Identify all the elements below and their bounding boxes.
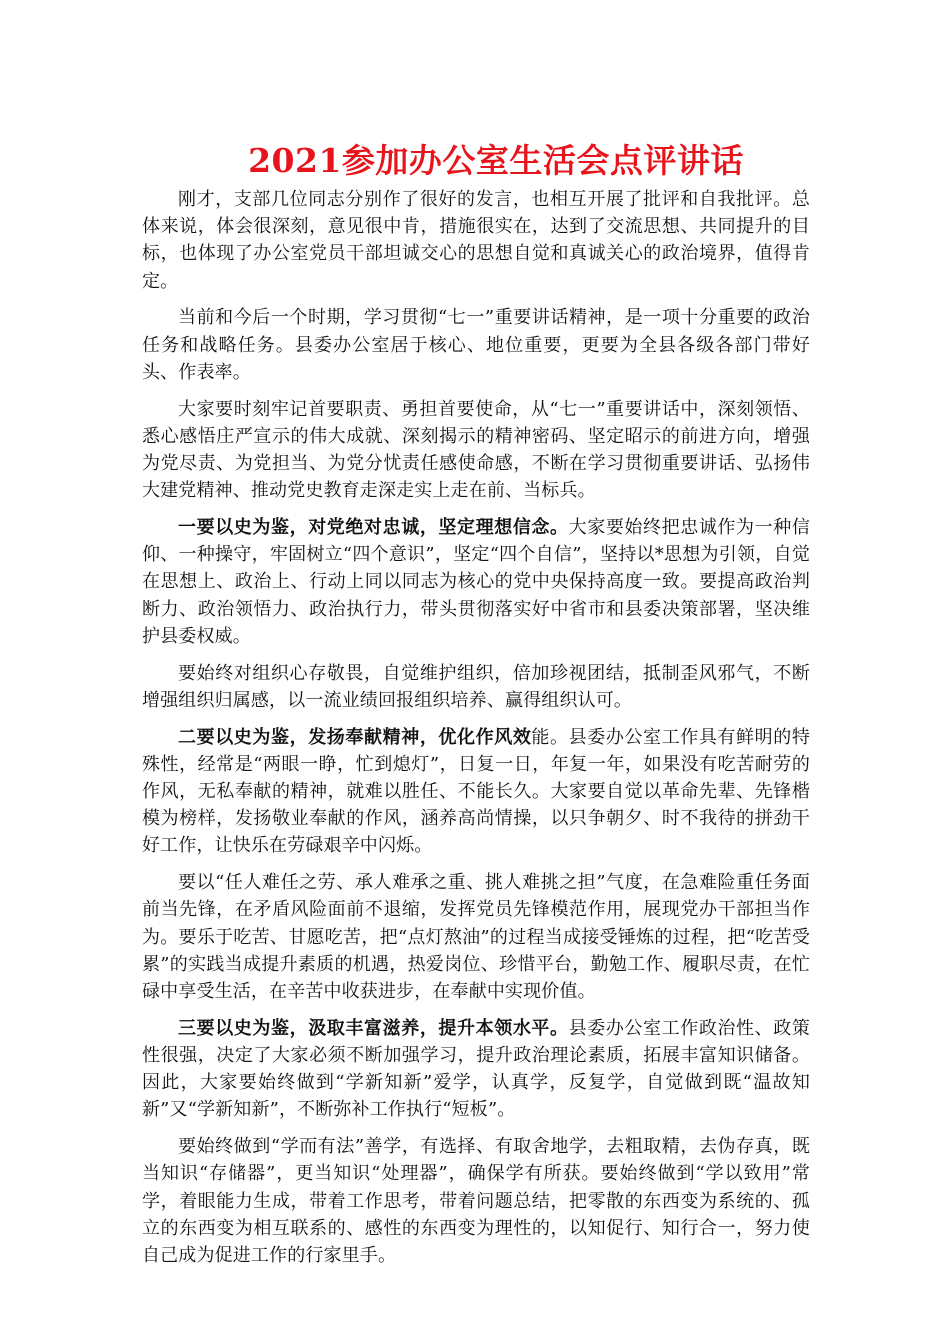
paragraph-9	[142, 1133, 810, 1269]
paragraph-8-lead: 三要以史为鉴，汲取丰富滋养，提升本领水平。	[178, 1017, 569, 1039]
document-body	[142, 138, 810, 1279]
paragraph-3-text: 大家要时刻牢记首要职责、勇担首要使命，从“七一”重要讲话中，深刻领悟、悉心感悟庄严宣示的伟大成就、深刻揭示的精神密码、坚定昭示的前进方向，增强为党尽责、为党担当、为党分忧责任感使命感，不断在学习贯彻重要讲话、弘扬伟大建党精神、推动党史教育走深走实上走在前、当标兵。	[142, 398, 810, 502]
paragraph-2-text: 当前和今后一个时期，学习贯彻“七一”重要讲话精神，是一项十分重要的政治任务和战略任务。县委办公室居于核心、地位重要，更要为全县各级各部门带好头、作表率。	[142, 307, 810, 383]
paragraph-1-text: 刚才，支部几位同志分别作了很好的发言，也相互开展了批评和自我批评。总体来说，体会很深刻，意见很中肯，措施很实在，达到了交流思想、共同提升的目标，也体现了办公室党员干部坦诚交心的思想自觉和真诚关心的政治境界，值得肯定。	[142, 189, 810, 292]
paragraph-1	[142, 186, 810, 295]
paragraph-9-text: 要始终做到“学而有法”善学，有选择、有取舍地学，去粗取精，去伪存真，既当知识“存储器”，更当知识“处理器”，确保学有所获。要始终做到“学以致用”常学，着眼能力生成，带着工作思考，带着问题总结，把零散的东西变为系统的、孤立的东西变为相互联系的、感性的东西变为理性的，以知促行、知行合一，努力使自己成为促进工作的行家里手。	[142, 1136, 810, 1267]
paragraph-4-text: 大家要始终把忠诚作为一种信仰、一种操守，牢固树立“四个意识”，坚定“四个自信”，坚持以*思想为引领，自觉在思想上、政治上、行动上同以同志为核心的党中央保持高度一致。要提高政治判断力、政治领悟力、政治执行力，带头贯彻落实好中省市和县委决策部署，坚决维护县委权威。	[142, 517, 810, 647]
paragraph-6	[142, 724, 810, 860]
paragraph-7	[142, 869, 810, 1005]
paragraph-8	[142, 1015, 810, 1124]
paragraph-3	[142, 396, 810, 505]
paragraph-8-text: 县委办公室工作政治性、政策性很强，决定了大家必须不断加强学习，提升政治理论素质，拓展丰富知识储备。因此，大家要始终做到“学新知新”爱学，认真学，反复学，自觉做到既“温故知新”又“学新知新”，不断弥补工作执行“短板”。	[142, 1017, 810, 1121]
paragraph-5	[142, 660, 810, 714]
paragraph-4	[142, 514, 810, 650]
paragraph-2	[142, 304, 810, 386]
paragraph-6-lead: 二要以史为鉴，发扬奉献精神，优化作风效	[178, 726, 532, 748]
paragraph-6-text: 能。县委办公室工作具有鲜明的特殊性，经常是“两眼一睁，忙到熄灯”，日复一日，年复一年，如果没有吃苦耐劳的作风，无私奉献的精神，就难以胜任、不能长久。大家要自觉以革命先辈、先锋楷模为榜样，发扬敬业奉献的作风，涵养高尚情操，以只争朝夕、时不我待的拼劲干好工作，让快乐在劳碌艰辛中闪烁。	[142, 726, 810, 857]
paragraph-7-text: 要以“任人难任之劳、承人难承之重、挑人难挑之担”气度，在急难险重任务面前当先锋，在矛盾风险面前不退缩，发挥党员先锋模范作用，展现党办干部担当作为。要乐于吃苦、甘愿吃苦，把“点灯熬油”的过程当成接受锤炼的过程，把“吃苦受累”的实践当成提升素质的机遇，热爱岗位、珍惜平台，勤勉工作、履职尽责，在忙碌中享受生活，在辛苦中收获进步，在奉献中实现价值。	[142, 872, 810, 1003]
paragraph-4-lead: 一要以史为鉴，对党绝对忠诚，坚定理想信念。	[178, 517, 569, 539]
document-title: 2021参加办公室生活会点评讲话	[248, 141, 744, 180]
paragraph-5-text: 要始终对组织心存敬畏，自觉维护组织，倍加珍视团结，抵制歪风邪气，不断增强组织归属感，以一流业绩回报组织培养、赢得组织认可。	[142, 662, 810, 711]
